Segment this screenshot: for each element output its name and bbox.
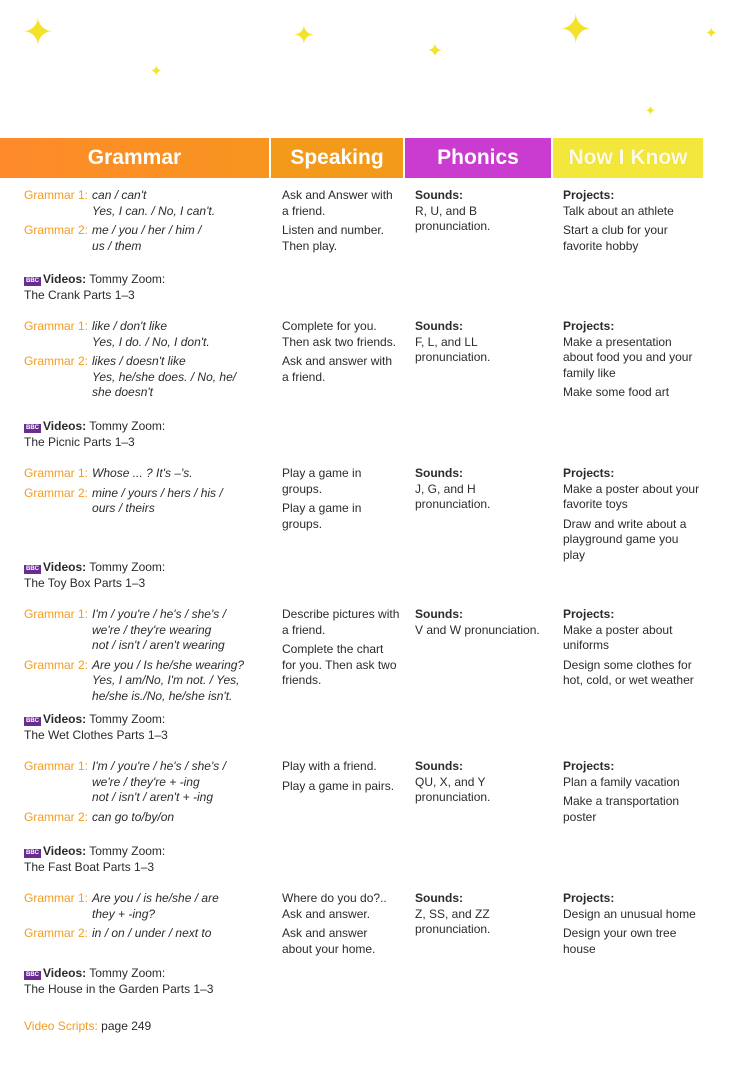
speaking-activity: Complete for you. Then ask two friends. (282, 319, 397, 349)
speaking-cell (282, 188, 400, 258)
grammar-line: I'm / you're / he's / she's / (92, 759, 226, 773)
grammar-line: us / them (92, 238, 142, 253)
video-title: Tommy Zoom: (89, 966, 166, 980)
video-title: Tommy Zoom: (89, 419, 166, 433)
grammar-item (24, 658, 269, 705)
projects-label: Projects: (563, 891, 615, 905)
grammar-text (92, 891, 219, 922)
grammar-item (24, 759, 269, 806)
video-line (24, 560, 274, 576)
video-info (24, 844, 274, 875)
projects-label: Projects: (563, 319, 615, 333)
video-info (24, 272, 274, 303)
grammar-line: Whose ... ? It's –'s. (92, 466, 193, 480)
grammar-text (92, 810, 174, 826)
project-item: Make a poster about your favorite toys (563, 481, 700, 511)
grammar-line: Yes, he/she does. / No, he/ (92, 369, 237, 384)
grammar-text (92, 759, 226, 806)
project-item: Make a poster about uniforms (563, 622, 673, 652)
grammar-line: Are you / is he/she / are (92, 891, 219, 905)
header-grammar: Grammar (0, 138, 269, 178)
project-item: Make some food art (563, 385, 670, 399)
grammar-cell (24, 466, 269, 521)
grammar-text (92, 223, 201, 254)
speaking-cell (282, 319, 400, 389)
video-info (24, 560, 274, 591)
videos-label: Videos: (43, 560, 87, 574)
grammar-item (24, 354, 269, 401)
header-now-i-know: Now I Know (553, 138, 703, 178)
grammar-line: not / isn't / aren't wearing (92, 638, 225, 652)
grammar-label: Grammar 2: (24, 223, 89, 237)
grammar-item (24, 223, 269, 254)
phonics-cell (415, 188, 545, 235)
phonics-cell (415, 466, 545, 513)
project-item: Draw and write about a playground game you play (563, 516, 687, 562)
grammar-text (92, 466, 193, 482)
grammar-cell (24, 891, 269, 946)
grammar-item (24, 891, 269, 922)
sounds-label: Sounds: (415, 319, 463, 333)
video-line (24, 712, 274, 728)
bbc-logo-icon: BBC (26, 850, 39, 856)
grammar-line: ours / theirs (92, 501, 155, 515)
grammar-line: mine / yours / hers / his / (92, 485, 223, 500)
phonics-cell (415, 759, 545, 806)
now-i-know-cell (563, 466, 703, 567)
grammar-cell (24, 607, 269, 708)
grammar-text (92, 926, 211, 942)
grammar-line: Yes, I can. / No, I can't. (92, 203, 216, 218)
speaking-activity: Play a game in pairs. (282, 778, 395, 793)
grammar-label: Grammar 2: (24, 657, 89, 672)
sounds-label: Sounds: (415, 607, 463, 621)
sounds-label: Sounds: (415, 759, 463, 773)
video-title: Tommy Zoom: (89, 560, 166, 574)
grammar-line: not / isn't / aren't + -ing (92, 790, 213, 804)
now-i-know-cell (563, 188, 703, 258)
grammar-text (92, 486, 223, 517)
speaking-cell (282, 891, 400, 961)
project-item: Plan a family vacation (563, 774, 680, 789)
sounds-text: QU, X, and Y pronunciation. (415, 774, 491, 804)
video-parts: The Crank Parts 1–3 (24, 287, 135, 302)
phonics-cell (415, 319, 545, 366)
speaking-activity: Where do you do?.. Ask and answer. (282, 891, 387, 921)
bbc-logo-icon: BBC (26, 566, 39, 572)
project-item: Design your own tree house (563, 926, 677, 956)
sparkle-star-icon: ✦ (645, 103, 656, 118)
grammar-line: can / can't (92, 188, 147, 202)
sounds-label: Sounds: (415, 891, 463, 905)
footer-text: page 249 (101, 1019, 152, 1033)
grammar-label: Grammar 2: (24, 485, 89, 500)
grammar-label: Grammar 2: (24, 926, 89, 940)
video-parts: The Picnic Parts 1–3 (24, 434, 135, 449)
bbc-logo-icon: BBC (26, 278, 39, 284)
speaking-activity: Play with a friend. (282, 759, 377, 773)
grammar-cell (24, 759, 269, 829)
projects-label: Projects: (563, 607, 615, 621)
video-line (24, 419, 274, 435)
grammar-label: Grammar 2: (24, 809, 89, 824)
phonics-cell (415, 607, 545, 638)
grammar-cell (24, 188, 269, 258)
speaking-activity: Listen and number. Then play. (282, 223, 385, 253)
grammar-item (24, 607, 269, 654)
grammar-item (24, 486, 269, 517)
sounds-text: V and W pronunciation. (415, 622, 540, 637)
sounds-label: Sounds: (415, 188, 463, 202)
grammar-line: we're / they're + -ing (92, 774, 200, 789)
video-title: Tommy Zoom: (89, 712, 166, 726)
speaking-activity: Ask and answer about your home. (282, 926, 376, 956)
video-line (24, 844, 274, 860)
videos-label: Videos: (43, 272, 87, 286)
videos-label: Videos: (43, 844, 87, 858)
video-info (24, 966, 274, 997)
now-i-know-cell (563, 759, 703, 829)
header-speaking: Speaking (271, 138, 403, 178)
grammar-line: she doesn't (92, 385, 154, 399)
now-i-know-cell (563, 891, 703, 961)
speaking-activity: Complete the chart for you. Then ask two friends. (282, 642, 397, 687)
sounds-text: Z, SS, and ZZ pronunciation. (415, 906, 491, 936)
grammar-cell (24, 319, 269, 405)
projects-label: Projects: (563, 188, 615, 202)
grammar-line: he/she is./No, he/she isn't. (92, 688, 233, 703)
videos-label: Videos: (43, 712, 87, 726)
grammar-line: Yes, I do. / No, I don't. (92, 334, 210, 349)
grammar-text (92, 188, 215, 219)
videos-label: Videos: (43, 419, 87, 433)
grammar-line: like / don't like (92, 319, 168, 333)
grammar-line: can go to/by/on (92, 809, 175, 824)
grammar-line: they + -ing? (92, 906, 156, 921)
sounds-text: J, G, and H pronunciation. (415, 481, 491, 511)
video-title: Tommy Zoom: (89, 844, 166, 858)
project-item: Talk about an athlete (563, 203, 674, 218)
grammar-label: Grammar 1: (24, 607, 89, 621)
video-parts: The Toy Box Parts 1–3 (24, 575, 146, 590)
grammar-line: we're / they're wearing (92, 622, 212, 637)
video-parts: The House in the Garden Parts 1–3 (24, 981, 214, 996)
grammar-text (92, 319, 210, 350)
video-info (24, 419, 274, 450)
grammar-text (92, 607, 226, 654)
project-item: Design some clothes for hot, cold, or wet weather (563, 657, 694, 687)
sparkle-star-icon: ✦ (427, 41, 443, 62)
phonics-cell (415, 891, 545, 938)
speaking-activity: Play a game in groups. (282, 466, 362, 496)
grammar-label: Grammar 1: (24, 319, 89, 333)
project-item: Make a presentation about food you and your family like (563, 334, 693, 380)
bbc-logo-icon: BBC (26, 718, 39, 724)
grammar-line: I'm / you're / he's / she's / (92, 607, 226, 621)
grammar-line: Are you / Is he/she wearing? (92, 657, 245, 672)
sparkle-star-icon: ✦ (293, 20, 315, 50)
speaking-activity: Ask and answer with a friend. (282, 354, 393, 384)
video-line (24, 966, 274, 982)
grammar-label: Grammar 1: (24, 188, 89, 202)
speaking-cell (282, 607, 400, 693)
grammar-item (24, 926, 269, 942)
sparkle-star-icon: ✦ (705, 25, 718, 42)
header-phonics: Phonics (405, 138, 551, 178)
bbc-logo-icon: BBC (26, 972, 39, 978)
footer-label: Video Scripts: (24, 1019, 98, 1033)
sounds-text: R, U, and B pronunciation. (415, 203, 491, 233)
bbc-logo-icon: BBC (26, 425, 39, 431)
grammar-text (92, 658, 244, 705)
grammar-item (24, 319, 269, 350)
video-line (24, 272, 274, 288)
speaking-activity: Play a game in groups. (282, 501, 362, 531)
speaking-activity: Describe pictures with a friend. (282, 607, 400, 637)
now-i-know-cell (563, 607, 703, 693)
sounds-label: Sounds: (415, 466, 463, 480)
project-item: Make a transportation poster (563, 794, 680, 824)
project-item: Design an unusual home (563, 906, 696, 921)
projects-label: Projects: (563, 759, 615, 773)
grammar-label: Grammar 2: (24, 354, 89, 368)
grammar-item (24, 810, 269, 826)
grammar-item (24, 188, 269, 219)
footer (24, 1019, 151, 1035)
speaking-activity: Ask and Answer with a friend. (282, 188, 393, 218)
grammar-item (24, 466, 269, 482)
video-title: Tommy Zoom: (89, 272, 166, 286)
grammar-line: me / you / her / him / (92, 223, 202, 237)
speaking-cell (282, 466, 400, 536)
video-parts: The Wet Clothes Parts 1–3 (24, 727, 168, 742)
grammar-line: in / on / under / next to (92, 926, 212, 940)
grammar-line: likes / doesn't like (92, 354, 186, 368)
grammar-label: Grammar 1: (24, 466, 89, 480)
sparkle-star-icon: ✦ (22, 12, 54, 54)
grammar-label: Grammar 1: (24, 891, 89, 905)
video-parts: The Fast Boat Parts 1–3 (24, 859, 155, 874)
project-item: Start a club for your favorite hobby (563, 223, 668, 253)
speaking-cell (282, 759, 400, 798)
grammar-label: Grammar 1: (24, 759, 89, 773)
video-info (24, 712, 274, 743)
projects-label: Projects: (563, 466, 615, 480)
sparkle-star-icon: ✦ (559, 8, 593, 52)
now-i-know-cell (563, 319, 703, 405)
sparkle-star-icon: ✦ (150, 63, 163, 80)
sounds-text: F, L, and LL pronunciation. (415, 334, 491, 364)
grammar-line: Yes, I am/No, I'm not. / Yes, (92, 673, 240, 687)
videos-label: Videos: (43, 966, 87, 980)
grammar-text (92, 354, 236, 401)
